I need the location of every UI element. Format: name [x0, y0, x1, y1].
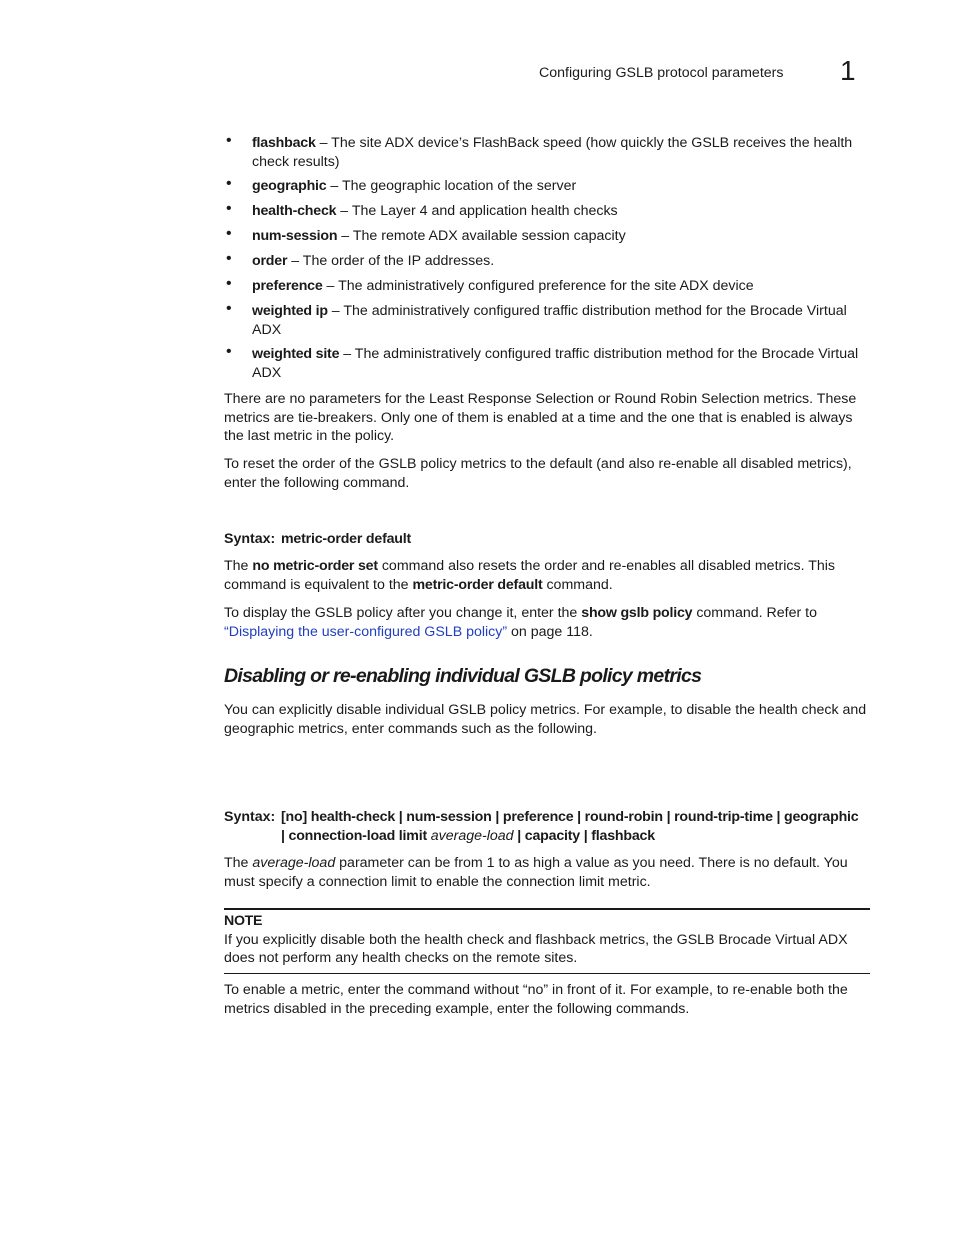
syntax-line	[224, 827, 872, 846]
parameter-name: average-load	[252, 855, 336, 871]
chapter-number: 1	[840, 55, 856, 86]
bullet-icon: •	[226, 200, 232, 218]
list-item	[224, 299, 872, 339]
bullet-icon: •	[226, 250, 232, 268]
bullet-text: – The Layer 4 and application health checks	[336, 203, 618, 220]
list-item	[224, 227, 872, 246]
list-item	[224, 202, 872, 221]
syntax-command: | capacity | flashback	[513, 827, 655, 844]
bullet-term: num-session	[252, 228, 338, 245]
text-run: The	[224, 855, 253, 871]
syntax-variable: average-load	[430, 827, 514, 844]
bullet-icon: •	[226, 225, 232, 243]
syntax-command: | connection-load limit	[281, 827, 431, 844]
bullet-text: – The order of the IP addresses.	[287, 253, 495, 270]
list-item	[224, 252, 872, 271]
command-name: show gslb policy	[581, 605, 693, 621]
note-text: If you explicitly disable both the health check and flashback metrics, the GSLB Brocade Virtual ADX does not perform any health checks on the remote sites.	[224, 931, 848, 967]
paragraph-tiebreakers: There are no parameters for the Least Response Selection or Round Robin Selection metrics. These metrics are tie-breakers. Only one of them is enabled at a time and the one that is enabled is always the last metric in the policy.	[224, 391, 857, 445]
text-run: command.	[542, 576, 613, 593]
list-item	[224, 177, 872, 196]
bullet-icon: •	[226, 299, 232, 317]
bullet-text: – The administratively configured traffic distribution method for the Brocade Virtual ADX	[252, 302, 847, 338]
paragraph-disable-metrics: You can explicitly disable individual GSLB policy metrics. For example, to disable the health check and geographic metrics, enter commands such as the following.	[224, 702, 867, 737]
metric-bullet-list	[224, 134, 872, 389]
cross-reference-link[interactable]: “Displaying the user-configured GSLB policy”	[224, 623, 508, 640]
paragraph-enable-metric: To enable a metric, enter the command without “no” in front of it. For example, to re-enable both the metrics disabled in the preceding example, enter the following commands.	[224, 982, 848, 1017]
paragraph-reset-order: To reset the order of the GSLB policy metrics to the default (and also re-enable all disabled metrics), enter the following command.	[224, 456, 852, 491]
bullet-text: – The administratively configured traffic distribution method for the Brocade Virtual ADX	[252, 346, 859, 382]
paragraph-display-policy	[224, 604, 872, 641]
text-run: on page 118.	[507, 623, 593, 640]
bullet-text: – The site ADX device’s FlashBack speed (how quickly the GSLB receives the health check results)	[252, 135, 853, 170]
text-run: command also resets the order and re-enables all disabled metrics. This command is equivalent to the	[224, 558, 836, 593]
note-box	[224, 908, 870, 974]
syntax-command: [no] health-check | num-session | preference | round-robin | round-trip-time | geographic	[281, 809, 859, 825]
bullet-term: order	[252, 253, 288, 270]
note-title: NOTE	[224, 913, 263, 929]
syntax-command: metric-order default	[281, 531, 412, 547]
bullet-text: – The administratively configured preference for the site ADX device	[322, 278, 754, 295]
command-name: metric-order default	[412, 576, 543, 593]
list-item	[224, 345, 872, 382]
bullet-icon: •	[226, 343, 232, 361]
running-header-title: Configuring GSLB protocol parameters	[539, 65, 784, 81]
bullet-term: geographic	[252, 178, 327, 195]
bullet-text: – The geographic location of the server	[326, 178, 577, 195]
section-heading: Disabling or re-enabling individual GSLB policy metrics	[224, 665, 702, 687]
paragraph-average-load	[224, 854, 872, 891]
command-name: no metric-order set	[252, 558, 378, 574]
bullet-icon: •	[226, 175, 232, 193]
text-run: The	[224, 558, 253, 574]
syntax-line	[224, 808, 872, 827]
bullet-term: weighted ip	[252, 302, 328, 319]
bullet-icon: •	[226, 132, 232, 149]
syntax-label: Syntax:	[224, 809, 276, 825]
bullet-term: health-check	[252, 203, 337, 220]
syntax-metric-order	[224, 530, 872, 549]
paragraph-no-metric-order	[224, 557, 872, 594]
bullet-term: preference	[252, 278, 323, 295]
text-run: To display the GSLB policy after you change it, enter the	[224, 605, 582, 621]
syntax-metric-toggle	[224, 808, 872, 845]
bullet-term: weighted site	[252, 346, 340, 363]
text-run: parameter can be from 1 to as high a value as you need. There is no default. You must specify a connection limit to enable the connection limit metric.	[224, 855, 848, 890]
syntax-label: Syntax:	[224, 531, 276, 547]
text-run: command. Refer to	[692, 605, 817, 621]
bullet-term: flashback	[252, 135, 316, 151]
list-item	[224, 277, 872, 296]
list-item	[224, 134, 872, 171]
bullet-text: – The remote ADX available session capacity	[337, 228, 626, 245]
bullet-icon: •	[226, 275, 232, 293]
